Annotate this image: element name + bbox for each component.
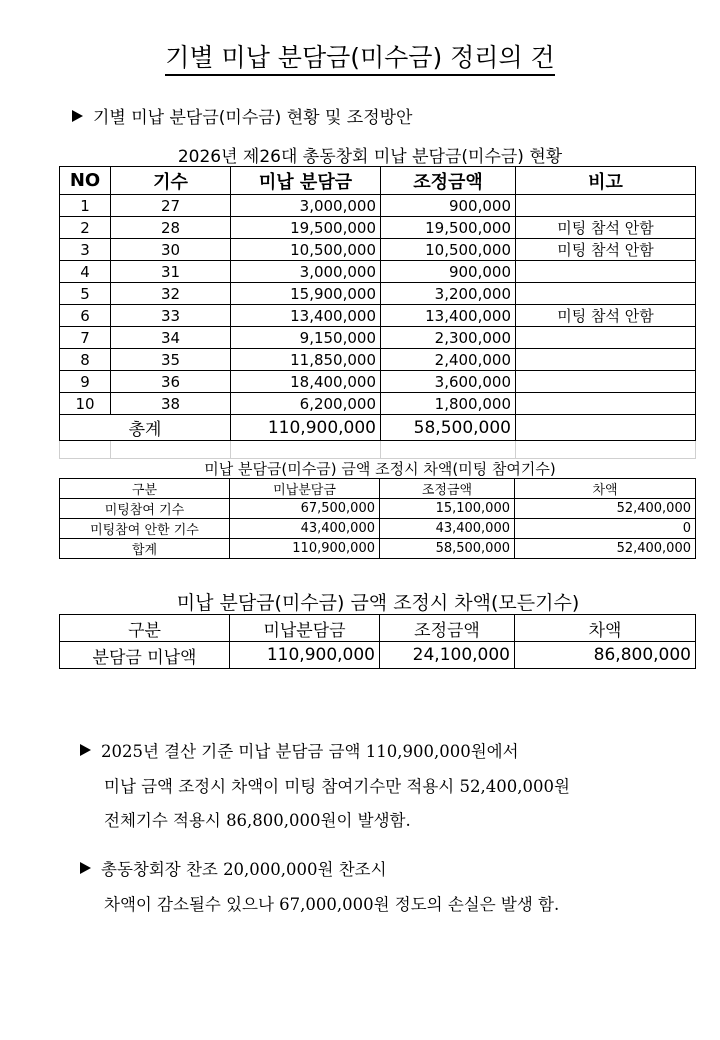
header-cell: 구분: [60, 615, 230, 642]
header-cell: 구분: [60, 479, 230, 499]
header-cell: 차액: [515, 615, 696, 642]
no-cell: 10: [60, 393, 111, 415]
table-row: [60, 519, 696, 539]
no-cell: 7: [60, 327, 111, 349]
table2-caption: 미납 분담금(미수금) 금액 조정시 차액(미팅 참여기수): [204, 460, 556, 478]
class-cell: 28: [111, 217, 231, 239]
adjusted-cell: 900,000: [381, 261, 516, 283]
bullet-2: [80, 856, 387, 880]
empty-cell: [111, 441, 231, 459]
no-cell: 5: [60, 283, 111, 305]
no-cell: 2: [60, 217, 111, 239]
total-unpaid: 110,900,000: [231, 415, 381, 441]
class-cell: 31: [111, 261, 231, 283]
class-cell: 36: [111, 371, 231, 393]
unpaid-cell: 15,900,000: [231, 283, 381, 305]
class-cell: 34: [111, 327, 231, 349]
header-cell: 기수: [111, 167, 231, 195]
adjusted-cell: 10,500,000: [381, 239, 516, 261]
adjusted-cell: 58,500,000: [380, 539, 515, 559]
table-header-row: [60, 615, 696, 642]
bullet-1-line2: 미납 금액 조정시 차액이 미팅 참여기수만 적용시 52,400,000원: [104, 777, 570, 796]
no-cell: 6: [60, 305, 111, 327]
adjusted-cell: 19,500,000: [381, 217, 516, 239]
table-row: [60, 239, 696, 261]
unpaid-cell: 67,500,000: [230, 499, 380, 519]
bullet-2-line1: 총동창회장 찬조 20,000,000원 찬조시: [101, 860, 387, 879]
table-row: [60, 283, 696, 305]
table-row: [60, 261, 696, 283]
table-row: [60, 195, 696, 217]
bullet-2-line2: 차액이 감소될수 있으나 67,000,000원 정도의 손실은 발생 함.: [104, 895, 560, 914]
note-cell: 미팅 참석 안함: [516, 217, 696, 239]
difference-cell: 52,400,000: [515, 499, 696, 519]
header-cell: 차액: [515, 479, 696, 499]
bullet-1-line1: 2025년 결산 기준 미납 분담금 금액 110,900,000원에서: [101, 742, 519, 761]
unpaid-cell: 13,400,000: [231, 305, 381, 327]
table-header-row: [60, 479, 696, 499]
unpaid-cell: 10,500,000: [231, 239, 381, 261]
table-row: [60, 642, 696, 669]
adjusted-cell: 24,100,000: [380, 642, 515, 669]
empty-cell: [60, 441, 111, 459]
adjusted-cell: 2,400,000: [381, 349, 516, 371]
unpaid-cell: 19,500,000: [231, 217, 381, 239]
adjusted-cell: 1,800,000: [381, 393, 516, 415]
document-title-text: 기별 미납 분담금(미수금) 정리의 건: [165, 43, 554, 76]
note-cell: [516, 283, 696, 305]
note-cell: [516, 327, 696, 349]
header-cell: NO: [60, 167, 111, 195]
triangle-bullet-icon: [80, 744, 91, 756]
adjusted-cell: 15,100,000: [380, 499, 515, 519]
note-cell: [516, 195, 696, 217]
category-cell: 합계: [60, 539, 230, 559]
class-cell: 33: [111, 305, 231, 327]
unpaid-cell: 9,150,000: [231, 327, 381, 349]
table-row: [60, 217, 696, 239]
unpaid-cell: 110,900,000: [230, 539, 380, 559]
adjusted-cell: 900,000: [381, 195, 516, 217]
triangle-bullet-icon: [72, 110, 83, 122]
class-cell: 30: [111, 239, 231, 261]
no-cell: 4: [60, 261, 111, 283]
note-cell: 미팅 참석 안함: [516, 305, 696, 327]
class-cell: 38: [111, 393, 231, 415]
no-cell: 9: [60, 371, 111, 393]
empty-cell: [381, 441, 516, 459]
header-cell: 미납분담금: [230, 479, 380, 499]
adjusted-cell: 3,600,000: [381, 371, 516, 393]
unpaid-cell: 18,400,000: [231, 371, 381, 393]
difference-cell: 86,800,000: [515, 642, 696, 669]
header-cell: 미납분담금: [230, 615, 380, 642]
category-cell: 미팅참여 기수: [60, 499, 230, 519]
table-row: [60, 305, 696, 327]
total-label: 총계: [60, 415, 231, 441]
table3-caption: 미납 분담금(미수금) 금액 조정시 차액(모든기수): [176, 592, 580, 614]
total-row: [60, 415, 696, 441]
class-cell: 32: [111, 283, 231, 305]
header-cell: 비고: [516, 167, 696, 195]
table-row: [60, 349, 696, 371]
total-note: [516, 415, 696, 441]
no-cell: 1: [60, 195, 111, 217]
class-cell: 35: [111, 349, 231, 371]
empty-cell: [231, 441, 381, 459]
header-cell: 조정금액: [381, 167, 516, 195]
unpaid-cell: 3,000,000: [231, 261, 381, 283]
adjusted-cell: 43,400,000: [380, 519, 515, 539]
table-row: [60, 371, 696, 393]
class-cell: 27: [111, 195, 231, 217]
note-cell: 미팅 참석 안함: [516, 239, 696, 261]
unpaid-cell: 3,000,000: [231, 195, 381, 217]
unpaid-cell: 43,400,000: [230, 519, 380, 539]
unpaid-cell: 11,850,000: [231, 349, 381, 371]
unpaid-cell: 6,200,000: [231, 393, 381, 415]
adjusted-cell: 13,400,000: [381, 305, 516, 327]
adjusted-cell: 2,300,000: [381, 327, 516, 349]
table1-caption: 2026년 제26대 총동창회 미납 분담금(미수금) 현황: [177, 147, 563, 167]
difference-cell: 52,400,000: [515, 539, 696, 559]
table-row: [60, 327, 696, 349]
no-cell: 3: [60, 239, 111, 261]
table-row: [60, 393, 696, 415]
category-cell: 분담금 미납액: [60, 642, 230, 669]
header-cell: 미납 분담금: [231, 167, 381, 195]
category-cell: 미팅참여 안한 기수: [60, 519, 230, 539]
note-cell: [516, 371, 696, 393]
section-heading: [72, 103, 412, 128]
difference-meeting-table: [59, 478, 696, 559]
difference-all-table: [59, 614, 696, 669]
note-cell: [516, 261, 696, 283]
empty-row: [60, 441, 696, 459]
header-cell: 조정금액: [380, 615, 515, 642]
adjusted-cell: 3,200,000: [381, 283, 516, 305]
table-header-row: [60, 167, 696, 195]
document-title: [0, 38, 720, 74]
bullet-1-line3: 전체기수 적용시 86,800,000원이 발생함.: [104, 811, 411, 830]
note-cell: [516, 349, 696, 371]
unpaid-dues-table: [59, 166, 696, 459]
difference-cell: 0: [515, 519, 696, 539]
bullet-1: [80, 738, 519, 762]
note-cell: [516, 393, 696, 415]
no-cell: 8: [60, 349, 111, 371]
total-adjusted: 58,500,000: [381, 415, 516, 441]
empty-cell: [516, 441, 696, 459]
table-row: [60, 499, 696, 519]
triangle-bullet-icon: [80, 862, 91, 874]
section-heading-text: 기별 미납 분담금(미수금) 현황 및 조정방안: [93, 108, 413, 128]
unpaid-cell: 110,900,000: [230, 642, 380, 669]
header-cell: 조정금액: [380, 479, 515, 499]
table-row: [60, 539, 696, 559]
